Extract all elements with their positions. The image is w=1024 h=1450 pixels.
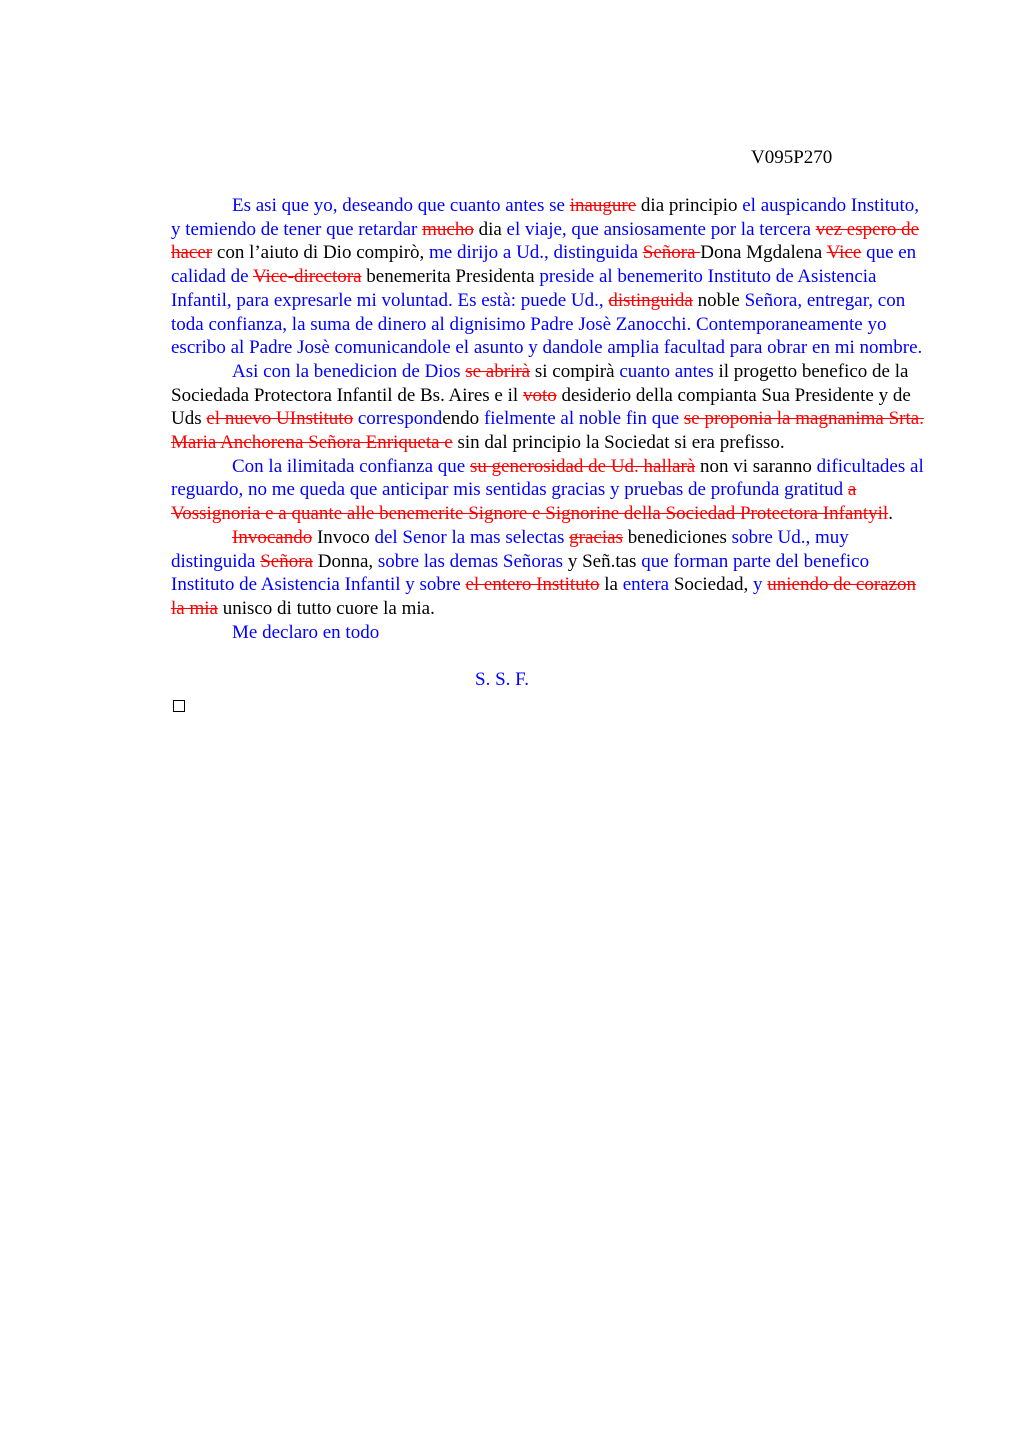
- deleted-text: se abrirà: [465, 360, 531, 382]
- original-text: benemerita Presidenta: [361, 266, 540, 288]
- paragraph-list: [171, 194, 933, 644]
- added-text: el auspicando Instituto, y temiendo de tener que retardar: [171, 195, 920, 240]
- added-text: Me declaro en todo: [232, 621, 380, 643]
- original-text: noble: [692, 289, 745, 311]
- signature: S. S. F.: [475, 669, 529, 691]
- original-text: y Señ.tas: [563, 550, 642, 572]
- end-of-document-square-icon: [173, 700, 185, 712]
- added-text: Señora, entregar, con toda confianza, la suma de dinero al dignisimo Padre Josè Zanocchi. Contemporaneamente yo escribo al Padre Josè comunicandole el asunto y dandole amplia facultad para obrar en mi nombre.: [171, 289, 923, 359]
- deleted-text: a Vossignoria e a quante alle benemerite Signore e Signorine della Sociedad Protectora Infantyil: [171, 479, 889, 525]
- added-text: Con la ilimitada confianza que: [232, 455, 470, 477]
- original-text: non vi saranno: [695, 455, 817, 477]
- original-text: dia principio: [636, 195, 743, 216]
- added-text: sobre las demas Señoras: [377, 550, 564, 572]
- deleted-text: el entero Instituto: [465, 574, 600, 596]
- added-text: sobre Ud., muy distinguida: [171, 526, 849, 572]
- letter-paragraph: [171, 194, 933, 360]
- added-text: fielmente al noble fin que: [483, 408, 684, 430]
- original-text: la: [599, 574, 623, 596]
- deleted-text: distinguida: [608, 289, 693, 311]
- added-text: Es asi que yo, deseando que cuanto antes se: [232, 195, 570, 216]
- original-text: endo: [442, 408, 484, 430]
- original-text: si compirà: [530, 360, 620, 382]
- deleted-text: inaugure: [569, 195, 637, 216]
- deleted-text: voto: [522, 384, 557, 406]
- original-text: desiderio della compianta Sua Presidente y de Uds: [171, 384, 911, 430]
- original-text: Donna,: [312, 550, 378, 572]
- deleted-text: Invocando: [232, 526, 313, 548]
- added-text: cuanto antes: [619, 360, 714, 382]
- letter-paragraph: [171, 526, 933, 621]
- added-text: que forman parte del benefico Instituto de Asistencia Infantil y sobre: [171, 550, 870, 596]
- deleted-text: Vice: [826, 242, 862, 264]
- deleted-text: se proponia la magnanima Srta. Maria Anchorena Señora Enriqueta e: [171, 408, 924, 454]
- deleted-text: su generosidad de Ud. hallarà: [469, 455, 696, 477]
- original-text: sin dal principio la Sociedat si era prefisso.: [452, 432, 785, 454]
- letter-body: [171, 194, 933, 712]
- original-text: Dona Mgdalena: [700, 242, 827, 264]
- deleted-text: Vice-directora: [252, 266, 362, 288]
- added-text: dificultades al reguardo, no me queda que anticipar mis sentidas gracias y pruebas de profunda gratitud: [171, 455, 924, 501]
- deleted-text: mucho: [422, 218, 474, 240]
- page-reference: V095P270: [751, 147, 833, 168]
- deleted-text: vez espero de hacer: [171, 218, 920, 264]
- original-text: .: [888, 503, 893, 525]
- added-text: y: [753, 574, 768, 596]
- deleted-text: gracias: [569, 526, 623, 548]
- deleted-text: el nuevo UInstituto: [206, 408, 354, 430]
- added-text: entera: [622, 574, 670, 596]
- original-text: unisco di tutto cuore la mia.: [217, 597, 435, 619]
- letter-paragraph: [171, 621, 933, 645]
- deleted-text: uniendo de corazon la mia: [171, 574, 917, 619]
- added-text: del Senor la mas selectas: [374, 526, 570, 548]
- added-text: correspond: [353, 408, 443, 430]
- original-text: con l’aiuto di Dio compirò,: [212, 242, 430, 264]
- original-text: il progetto benefico de la Sociedada Protectora Infantil de Bs. Aires e il: [171, 360, 909, 406]
- added-text: Asi con la benedicion de Dios: [232, 360, 466, 382]
- original-text: Invoco: [312, 526, 375, 548]
- original-text: Sociedad,: [669, 574, 754, 596]
- deleted-text: Señora: [260, 550, 313, 572]
- added-text: me dirijo a Ud., distinguida: [429, 242, 643, 264]
- original-text: benediciones: [622, 526, 732, 548]
- letter-paragraph: [171, 455, 933, 526]
- added-text: preside al benemerito Instituto de Asistencia Infantil, para expresarle mi voluntad. Es està: puede Ud.,: [171, 266, 877, 311]
- added-text: que en calidad de: [171, 242, 917, 288]
- added-text: el viaje, que ansiosamente por la tercera: [506, 218, 816, 240]
- original-text: dia: [473, 218, 507, 240]
- deleted-text: Señora: [642, 242, 701, 264]
- letter-paragraph: [171, 360, 933, 455]
